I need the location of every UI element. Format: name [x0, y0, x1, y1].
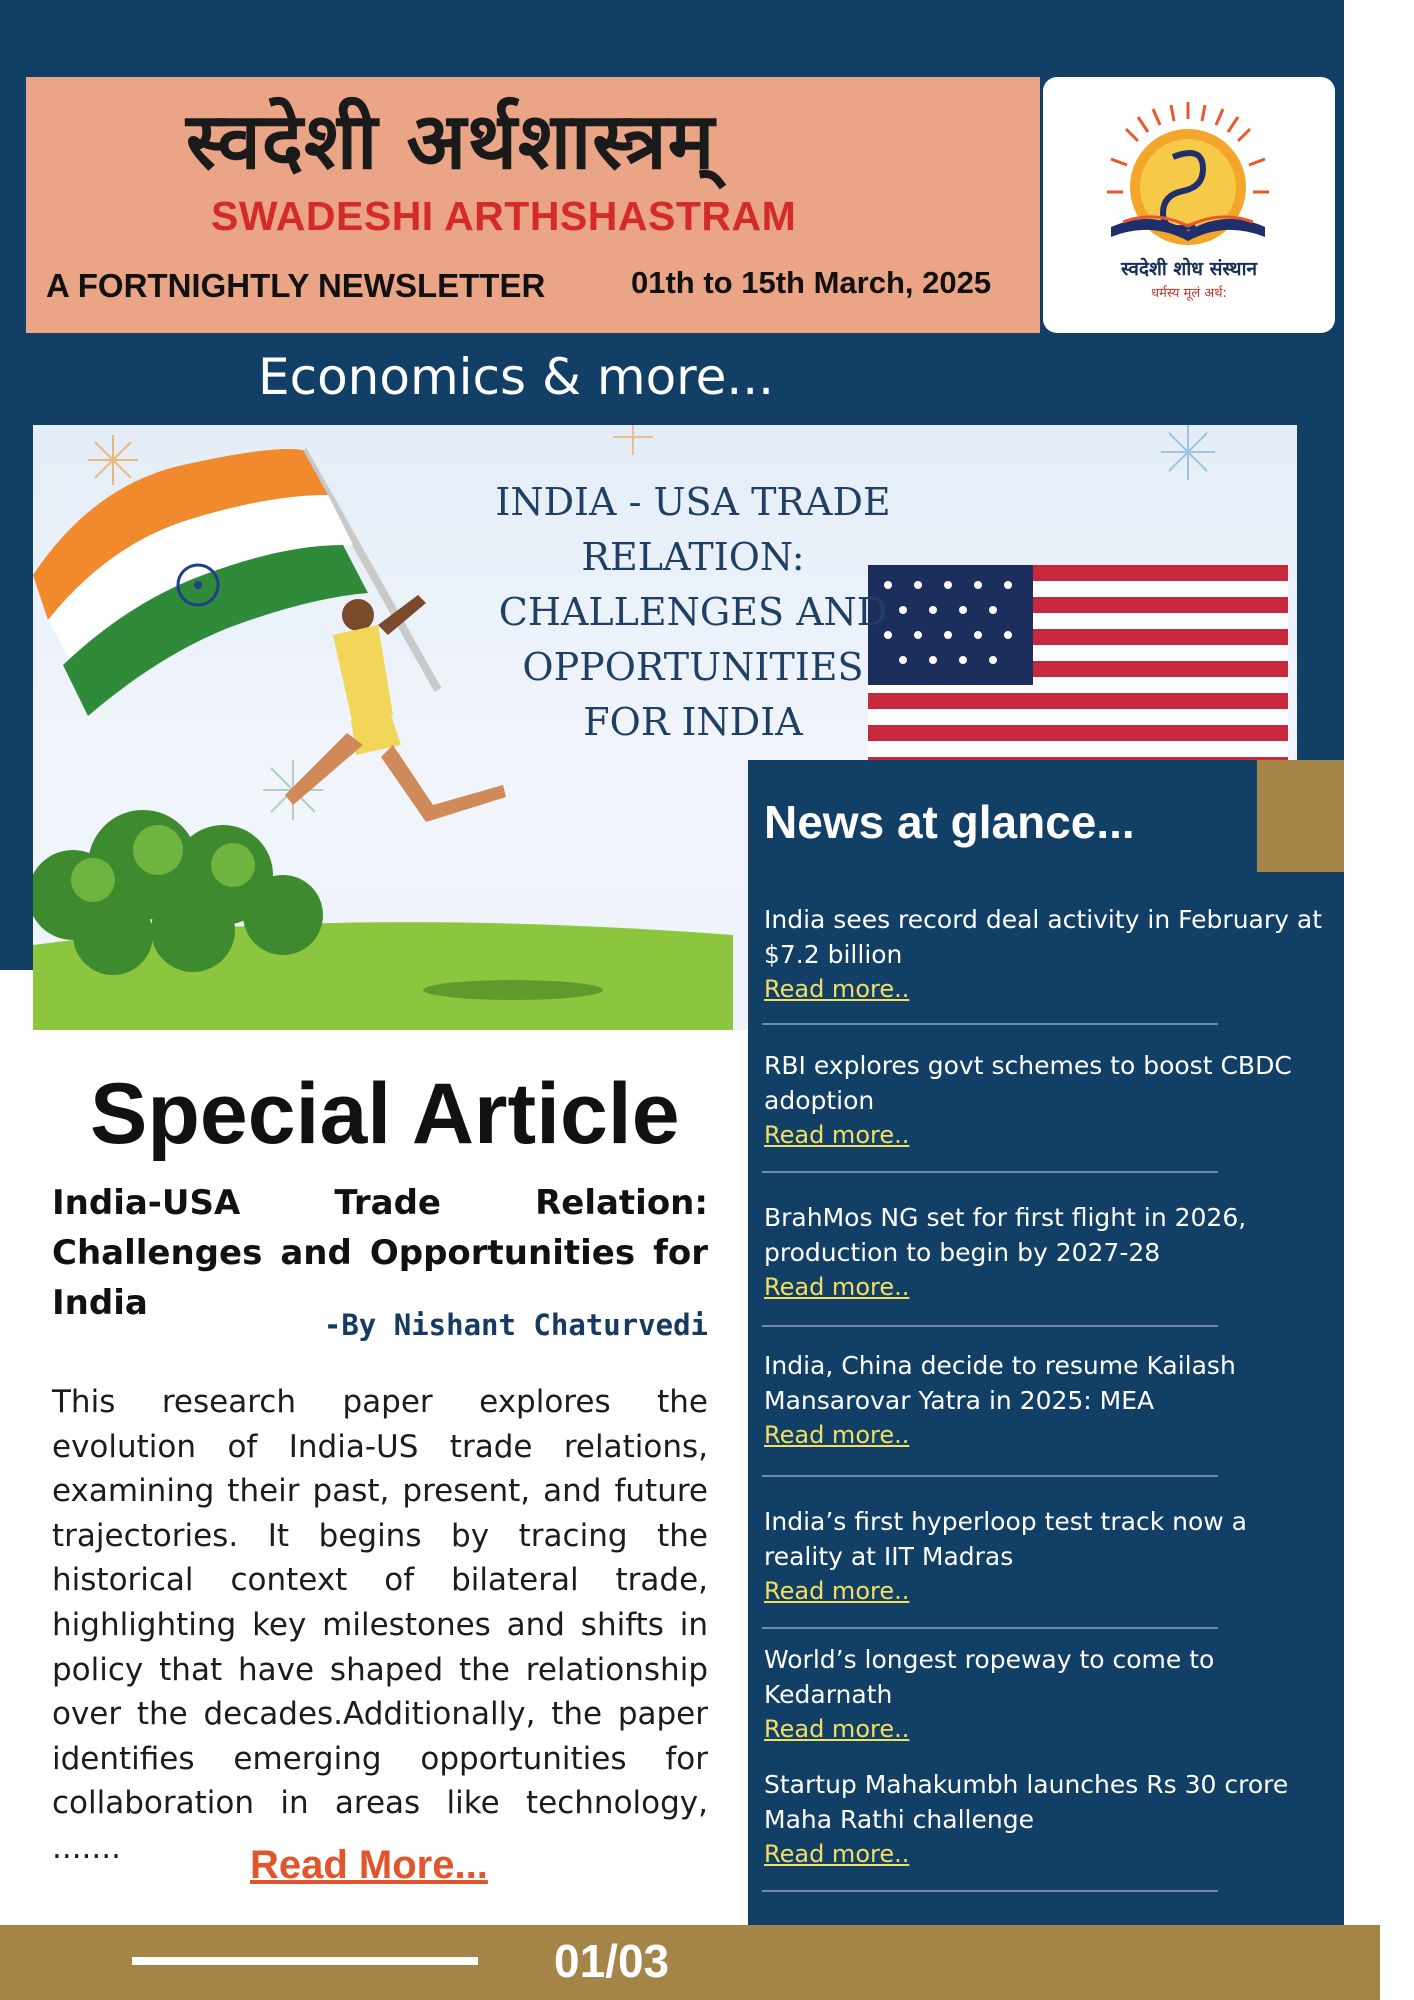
- newsletter-tagline: A FORTNIGHTLY NEWSLETTER: [46, 267, 546, 304]
- news-headline: India’s first hyperloop test track now a reality at IIT Madras: [764, 1507, 1247, 1571]
- institute-motto: धर्मस्य मूलं अर्थ:: [1151, 286, 1227, 301]
- news-heading: News at glance...: [764, 796, 1135, 848]
- footer-bar: [0, 1925, 1380, 2000]
- article-read-more-link[interactable]: Read More...: [250, 1843, 488, 1887]
- hero-title-line: INDIA - USA TRADE: [495, 480, 891, 524]
- news-read-more-link[interactable]: Read more..: [764, 1577, 910, 1605]
- firework-icon: [88, 435, 138, 485]
- edition-date: 01th to 15th March, 2025: [631, 265, 992, 300]
- hero-title: [453, 475, 933, 750]
- news-item: [764, 902, 1324, 1006]
- news-headline: World’s longest ropeway to come to Kedarnath: [764, 1645, 1215, 1709]
- news-item: [764, 1048, 1324, 1152]
- institute-name: स्वदेशी शोध संस्थान: [1120, 258, 1258, 280]
- news-accent-block: [1257, 760, 1344, 872]
- masthead-title-english: SWADESHI ARTHSHASTRAM: [211, 193, 797, 239]
- news-divider: [762, 1325, 1218, 1327]
- institute-logo: [1043, 77, 1335, 333]
- hero-title-line: OPPORTUNITIES: [522, 645, 864, 689]
- news-divider: [762, 1890, 1218, 1892]
- news-item: [764, 1504, 1324, 1608]
- news-read-more-link[interactable]: Read more..: [764, 1421, 910, 1449]
- news-divider: [762, 1023, 1218, 1025]
- right-margin: [1344, 0, 1414, 2000]
- article-author: -By Nishant Chaturvedi: [323, 1308, 708, 1342]
- news-headline: BrahMos NG set for first flight in 2026, production to begin by 2027-28: [764, 1203, 1247, 1267]
- news-headline: India, China decide to resume Kailash Mansarovar Yatra in 2025: MEA: [764, 1351, 1236, 1415]
- news-read-more-link[interactable]: Read more..: [764, 975, 910, 1003]
- news-item: [764, 1200, 1324, 1304]
- newsletter-subheading: Economics & more...: [258, 348, 775, 406]
- article-title: India-USA Trade Relation: Challenges and Opportunities for India: [52, 1183, 708, 1323]
- footer-rule: [132, 1957, 478, 1965]
- news-divider: [762, 1475, 1218, 1477]
- news-item: [764, 1348, 1324, 1452]
- news-headline: RBI explores govt schemes to boost CBDC adoption: [764, 1051, 1292, 1115]
- page-number: 01/03: [554, 1935, 670, 1987]
- masthead: [26, 77, 1040, 333]
- news-read-more-link[interactable]: Read more..: [764, 1840, 910, 1868]
- hero-title-line: CHALLENGES AND: [498, 590, 888, 634]
- news-item: [764, 1767, 1324, 1871]
- article-body: This research paper explores the evolution of India-US trade relations, examining their past, present, and future trajectories. It begins by tracing the historical context of bilateral trade, highlighting key milestones and shifts in policy that have shaped the relationship over the decades.Additionally, the paper identifies emerging opportunities for collaboration in areas like technology, .......: [52, 1384, 708, 1866]
- news-item: [764, 1642, 1324, 1746]
- news-divider: [762, 1171, 1218, 1173]
- news-read-more-link[interactable]: Read more..: [764, 1715, 910, 1743]
- news-headline: Startup Mahakumbh launches Rs 30 crore Maha Rathi challenge: [764, 1770, 1289, 1834]
- news-read-more-link[interactable]: Read more..: [764, 1121, 910, 1149]
- news-read-more-link[interactable]: Read more..: [764, 1273, 910, 1301]
- special-article-heading: Special Article: [90, 1066, 680, 1162]
- hero-title-line: RELATION:: [581, 535, 805, 579]
- news-headline: India sees record deal activity in February at $7.2 billion: [764, 905, 1323, 969]
- news-divider: [762, 1627, 1218, 1629]
- sun-book-logo-icon: [1093, 97, 1283, 257]
- hero-title-line: FOR INDIA: [583, 700, 803, 744]
- masthead-title-hindi: स्वदेशी अर्थशास्त्रम्: [186, 97, 716, 187]
